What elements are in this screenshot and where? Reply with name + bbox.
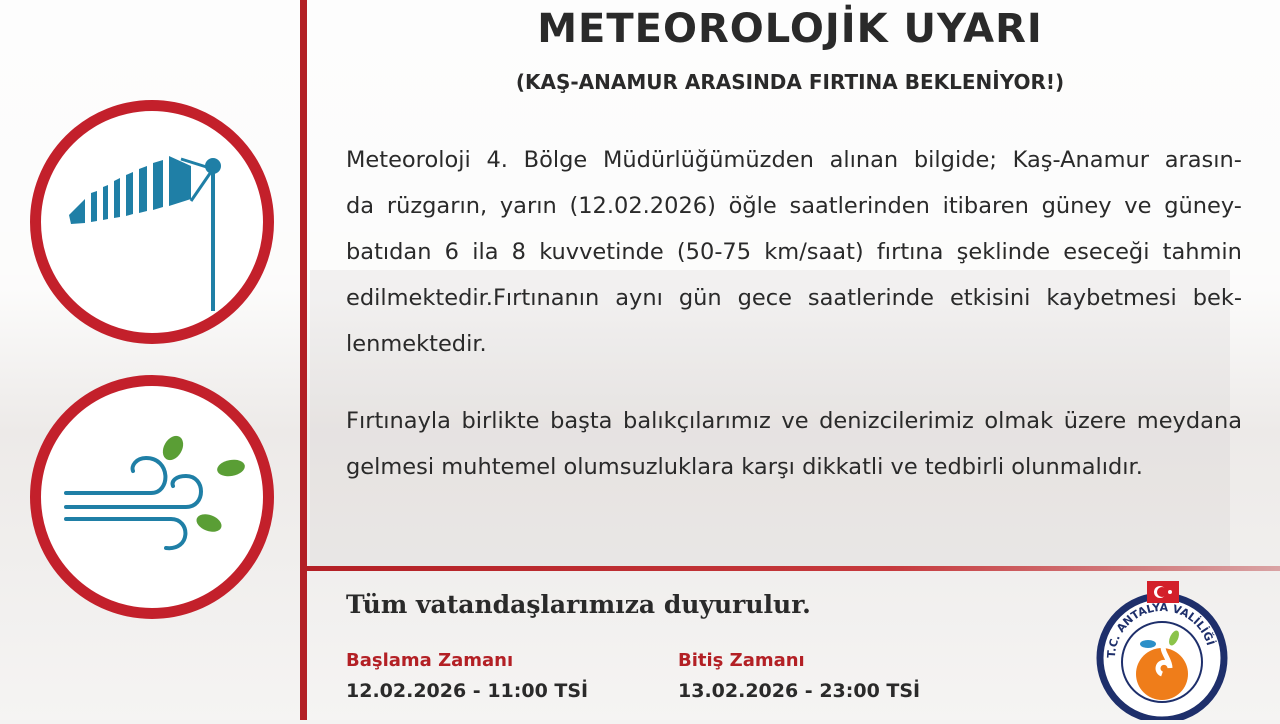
word: bilgide; xyxy=(913,147,997,173)
word: saatlerinden xyxy=(789,193,930,219)
word: (12.02.2026) xyxy=(569,193,716,219)
word: Fırtınayla xyxy=(346,408,451,434)
text-line: lenmektedir. xyxy=(346,331,487,357)
word: aynı xyxy=(615,285,663,311)
word: kaybetmesi xyxy=(1046,285,1177,311)
start-time-value: 12.02.2026 - 11:00 TSİ xyxy=(346,680,589,702)
paragraph-2 xyxy=(346,398,1242,490)
word: rüzgarın, xyxy=(386,193,488,219)
vertical-divider xyxy=(300,0,307,720)
word: meydana xyxy=(1136,408,1242,434)
word: Müdürlüğümüzden xyxy=(602,147,814,173)
word: batıdan xyxy=(346,239,432,265)
word: Bölge xyxy=(523,147,588,173)
word: km/saat) xyxy=(764,239,864,265)
paragraph-1 xyxy=(346,137,1242,367)
word: bek- xyxy=(1192,285,1242,311)
word: 6 xyxy=(444,239,459,265)
word: kuvvetinde xyxy=(539,239,664,265)
windsock-icon xyxy=(30,100,274,344)
word: 4. xyxy=(486,147,508,173)
word: Meteoroloji xyxy=(346,147,471,173)
word: ila xyxy=(472,239,499,265)
word: itibaren xyxy=(942,193,1029,219)
word: eseceği xyxy=(1063,239,1150,265)
word: gece xyxy=(737,285,792,311)
word: öğle xyxy=(728,193,777,219)
text-line xyxy=(346,275,1242,321)
word: edilmektedir.Fırtınanın xyxy=(346,285,600,311)
word: başta xyxy=(550,408,613,434)
word: etkisini xyxy=(949,285,1031,311)
word: denizcilerimiz xyxy=(819,408,974,434)
text-line xyxy=(346,398,1242,444)
wind-leaves-icon xyxy=(30,375,274,619)
page-subtitle: (KAŞ-ANAMUR ARASINDA FIRTINA BEKLENİYOR!) xyxy=(515,70,1065,94)
word: üzere xyxy=(1063,408,1127,434)
word: birlikte xyxy=(461,408,540,434)
word: yarın xyxy=(499,193,557,219)
word: tahmin xyxy=(1162,239,1242,265)
word: şeklinde xyxy=(956,239,1051,265)
text-line xyxy=(346,183,1242,229)
announcement: Tüm vatandaşlarımıza duyurulur. xyxy=(346,590,811,619)
word: güney xyxy=(1041,193,1112,219)
antalya-valiligi-logo xyxy=(1090,578,1240,724)
text-line xyxy=(346,137,1242,183)
start-time-label: Başlama Zamanı xyxy=(346,650,514,671)
word: 8 xyxy=(511,239,526,265)
word: da xyxy=(346,193,375,219)
word: saatlerinde xyxy=(807,285,934,311)
text-line: gelmesi muhtemel olumsuzluklara karşı dikkatli ve tedbirli olunmalıdır. xyxy=(346,454,1143,480)
word: olmak xyxy=(984,408,1054,434)
word: ve xyxy=(1124,193,1152,219)
page-title: METEOROLOJİK UYARI xyxy=(537,6,1043,52)
word: arasın- xyxy=(1164,147,1242,173)
end-time-label: Bitiş Zamanı xyxy=(678,650,805,671)
word: fırtına xyxy=(876,239,944,265)
word: güney- xyxy=(1164,193,1242,219)
word: alınan xyxy=(829,147,899,173)
word: balıkçılarımız xyxy=(623,408,771,434)
text-line xyxy=(346,229,1242,275)
word: (50-75 xyxy=(676,239,752,265)
horizontal-divider xyxy=(307,566,1280,571)
word: ve xyxy=(781,408,809,434)
word: Kaş-Anamur xyxy=(1012,147,1150,173)
word: gün xyxy=(678,285,722,311)
end-time-value: 13.02.2026 - 23:00 TSİ xyxy=(678,680,921,702)
svg-text:T.C. ANTALYA VALİLİĞİ: T.C. ANTALYA VALİLİĞİ xyxy=(1104,600,1218,659)
